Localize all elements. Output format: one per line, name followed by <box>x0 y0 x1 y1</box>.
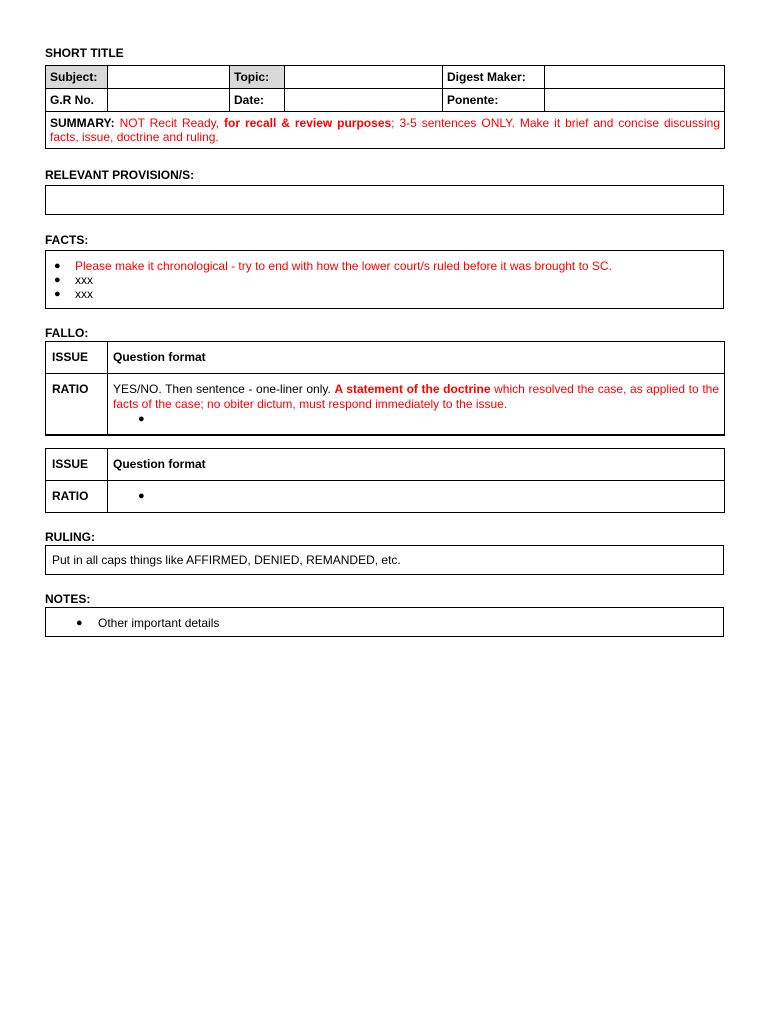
short-title-heading: SHORT TITLE <box>45 46 124 60</box>
topic-label: Topic: <box>230 66 285 89</box>
bullet-icon: ● <box>76 617 83 629</box>
issue-label: ISSUE <box>46 342 108 374</box>
bullet-icon: ● <box>54 260 61 272</box>
ruling-box[interactable] <box>45 545 724 575</box>
ratio-text-part1: YES/NO. Then sentence - one-liner only. <box>113 382 335 396</box>
notes-box[interactable] <box>45 607 724 637</box>
ponente-field[interactable] <box>545 89 725 112</box>
subject-field[interactable] <box>108 66 230 89</box>
facts-item-text: xxx <box>75 273 93 287</box>
date-field[interactable] <box>285 89 443 112</box>
notes-item <box>46 616 723 630</box>
issue-label: ISSUE <box>46 449 108 481</box>
notes-heading: NOTES: <box>45 592 91 606</box>
summary-text-part2: ; 3-5 sentences ONLY. Make it brief and concise discussing facts, issue, doctrine and ruling. <box>50 116 720 144</box>
fallo-table-2 <box>45 448 725 513</box>
ruling-text: Put in all caps things like AFFIRMED, DENIED, REMANDED, etc. <box>52 553 401 567</box>
facts-item <box>46 259 723 273</box>
fallo-heading: FALLO: <box>45 326 89 340</box>
summary-text-bold: for recall & review purposes <box>224 116 392 130</box>
ratio-field[interactable] <box>108 374 725 436</box>
facts-item-text: xxx <box>75 287 93 301</box>
summary-label: SUMMARY: <box>50 116 115 130</box>
relevant-provisions-box[interactable] <box>45 185 724 215</box>
notes-list <box>46 616 723 630</box>
bullet-icon: ● <box>138 490 145 502</box>
facts-box[interactable] <box>45 250 724 309</box>
header-table <box>45 65 725 149</box>
digest-maker-field[interactable] <box>545 66 725 89</box>
facts-list <box>46 259 723 301</box>
ratio-label: RATIO <box>46 481 108 513</box>
topic-field[interactable] <box>285 66 443 89</box>
subject-label: Subject: <box>46 66 108 89</box>
facts-item <box>46 273 723 287</box>
facts-heading: FACTS: <box>45 233 89 247</box>
ratio-text-bold: A statement of the doctrine <box>334 382 491 396</box>
bullet-icon: ● <box>54 288 61 300</box>
ratio-text-part2: which resolved the case, as applied to the facts of the case; no obiter dictum, must respond immediately to the issue. <box>113 382 719 411</box>
gr-no-field[interactable] <box>108 89 230 112</box>
ratio-field[interactable] <box>108 481 725 513</box>
notes-item-text: Other important details <box>98 616 220 630</box>
summary-text-part1: NOT Recit Ready, <box>114 116 225 130</box>
summary-cell[interactable] <box>46 112 725 149</box>
bullet-icon: ● <box>138 413 145 425</box>
date-label: Date: <box>230 89 285 112</box>
bullet-icon: ● <box>54 274 61 286</box>
ponente-label: Ponente: <box>443 89 545 112</box>
facts-item-text: Please make it chronological - try to end with how the lower court/s ruled before it was brought to SC. <box>75 259 612 273</box>
facts-item <box>46 287 723 301</box>
ruling-heading: RULING: <box>45 530 95 544</box>
ratio-label: RATIO <box>46 374 108 436</box>
gr-no-label: G.R No. <box>46 89 108 112</box>
fallo-table-1 <box>45 341 725 436</box>
digest-maker-label: Digest Maker: <box>443 66 545 89</box>
issue-field[interactable]: Question format <box>108 342 725 374</box>
issue-field[interactable]: Question format <box>108 449 725 481</box>
relevant-provisions-heading: RELEVANT PROVISION/S: <box>45 168 195 182</box>
